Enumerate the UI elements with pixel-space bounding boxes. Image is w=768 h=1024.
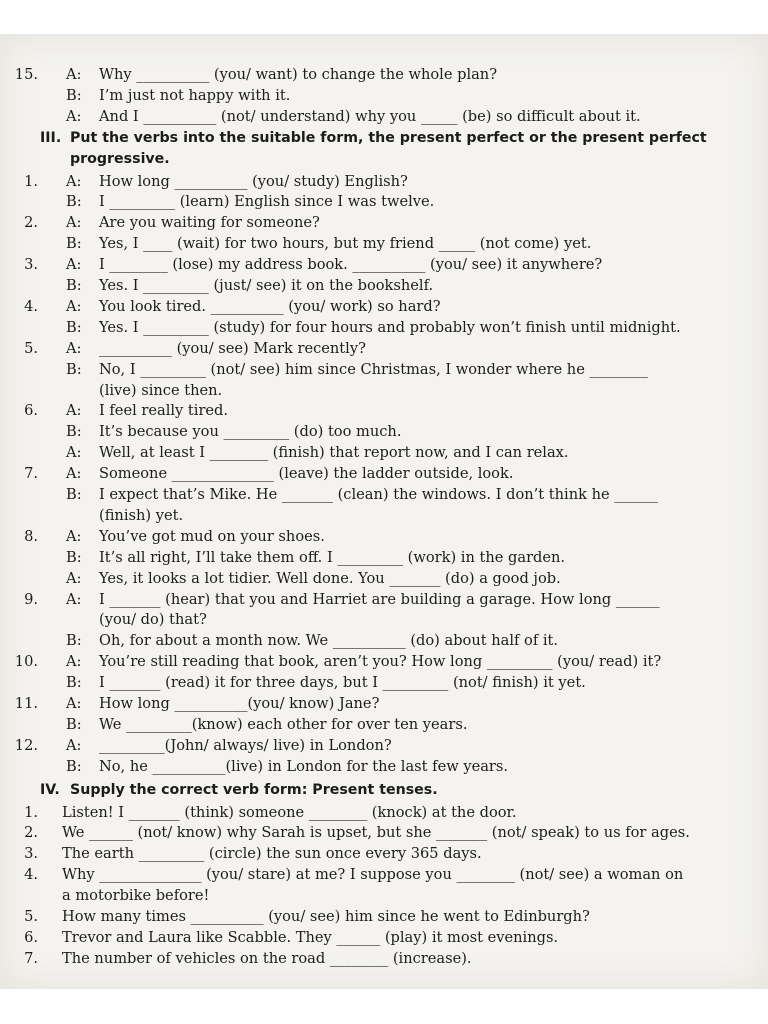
sentence-text: Listen! I _______ (think) someone ________ (knock) at the door. bbox=[62, 803, 517, 821]
item-number: 15. bbox=[14, 66, 38, 83]
sentence-text: I _________ (learn) English since I was twelve. bbox=[99, 193, 435, 211]
speaker-label: A: bbox=[66, 653, 82, 671]
exercise-line bbox=[0, 651, 768, 672]
exercise-line bbox=[0, 400, 768, 421]
sentence-text: _________(John/ always/ live) in London? bbox=[99, 736, 392, 754]
sentence-text: Trevor and Laura like Scabble. They ______ (play) it most evenings. bbox=[62, 928, 559, 946]
speaker-label: B: bbox=[66, 193, 82, 211]
speaker-label: B: bbox=[66, 360, 82, 378]
exercise-line bbox=[0, 171, 768, 192]
sentence-text: I expect that’s Mike. He _______ (clean) the windows. I don’t think he ______ bbox=[99, 486, 659, 503]
speaker-label: A: bbox=[66, 214, 82, 232]
exercise-line bbox=[0, 589, 768, 610]
exercise-line bbox=[0, 212, 768, 233]
exercise-line bbox=[0, 864, 768, 885]
item-number: 1. bbox=[24, 172, 38, 190]
speaker-label: B: bbox=[66, 674, 82, 692]
item-number: 6. bbox=[24, 402, 38, 420]
speaker-label: A: bbox=[66, 465, 82, 483]
item-number: 4. bbox=[24, 866, 38, 884]
item-number: 7. bbox=[24, 465, 38, 483]
exercise-line bbox=[0, 906, 768, 927]
sentence-text: How many times __________ (you/ see) him since he went to Edinburgh? bbox=[62, 908, 590, 925]
exercise-line bbox=[0, 630, 768, 651]
exercise-line bbox=[0, 735, 768, 756]
sentence-text: Yes, I ____ (wait) for two hours, but my friend _____ (not come) yet. bbox=[99, 235, 592, 253]
item-number: 5. bbox=[24, 339, 38, 357]
sentence-text: You look tired. __________ (you/ work) so hard? bbox=[99, 297, 441, 315]
sentence-text: I’m just not happy with it. bbox=[99, 86, 291, 104]
item-number: 2. bbox=[24, 214, 38, 232]
speaker-label: A: bbox=[66, 66, 82, 83]
sentence-text: Yes. I _________ (just/ see) it on the bookshelf. bbox=[99, 277, 434, 294]
exercise-line bbox=[0, 714, 768, 735]
sentence-text: We _________(know) each other for over ten years. bbox=[99, 715, 468, 733]
sentence-text: Yes. I _________ (study) for four hours and probably won’t finish until midnight. bbox=[99, 318, 681, 336]
exercise-line bbox=[0, 547, 768, 568]
sentence-text: Yes, it looks a lot tidier. Well done. You _______ (do) a good job. bbox=[99, 569, 561, 587]
exercise-line bbox=[0, 233, 768, 254]
speaker-label: A: bbox=[66, 444, 82, 462]
exercise-line bbox=[0, 843, 768, 864]
sentence-text: Why ______________ (you/ stare) at me? I suppose you ________ (not/ see) a woman on bbox=[62, 866, 684, 884]
exercise-line bbox=[0, 505, 768, 526]
sentence-text: Oh, for about a month now. We __________ (do) about half of it. bbox=[99, 632, 559, 650]
speaker-label: A: bbox=[66, 339, 82, 357]
exercise-line bbox=[0, 822, 768, 843]
exercise-line bbox=[0, 380, 768, 401]
exercise-line bbox=[0, 756, 768, 777]
section-instruction: Put the verbs into the suitable form, the present perfect or the present perfect bbox=[70, 129, 707, 146]
sentence-text: (finish) yet. bbox=[99, 506, 184, 524]
speaker-label: B: bbox=[66, 757, 82, 775]
exercise-line bbox=[0, 442, 768, 463]
sentence-text: (you/ do) that? bbox=[99, 611, 207, 629]
sentence-text: I _______ (read) it for three days, but I _________ (not/ finish) it yet. bbox=[99, 674, 586, 692]
exercise-line bbox=[0, 463, 768, 484]
section-instruction: Supply the correct verb form: Present tenses. bbox=[70, 781, 438, 798]
section-instruction: progressive. bbox=[70, 150, 170, 167]
exercise-line bbox=[0, 317, 768, 338]
item-number: 10. bbox=[14, 653, 38, 671]
item-number: 1. bbox=[24, 803, 38, 821]
exercise-line bbox=[0, 609, 768, 630]
item-number: 9. bbox=[24, 590, 38, 608]
exercise-line bbox=[0, 191, 768, 212]
speaker-label: B: bbox=[66, 632, 82, 650]
exercise-line bbox=[0, 568, 768, 589]
speaker-label: A: bbox=[66, 107, 82, 125]
sentence-text: I ________ (lose) my address book. __________ (you/ see) it anywhere? bbox=[99, 256, 603, 274]
speaker-label: B: bbox=[66, 548, 82, 566]
exercise-line bbox=[0, 672, 768, 693]
item-number: 6. bbox=[24, 928, 38, 946]
item-number: 7. bbox=[24, 949, 38, 967]
exercise-line bbox=[0, 484, 768, 505]
sentence-text: a motorbike before! bbox=[62, 887, 210, 905]
item-number: 5. bbox=[24, 908, 38, 925]
speaker-label: A: bbox=[66, 736, 82, 754]
sentence-text: No, he __________(live) in London for the last few years. bbox=[99, 757, 509, 775]
sentence-text: It’s all right, I’ll take them off. I _________ (work) in the garden. bbox=[99, 548, 566, 566]
sentence-text: How long __________ (you/ study) English? bbox=[99, 172, 408, 190]
sentence-text: The earth _________ (circle) the sun once every 365 days. bbox=[62, 845, 482, 863]
worksheet-page bbox=[0, 34, 768, 989]
sentence-text: I feel really tired. bbox=[99, 402, 229, 420]
exercise-line bbox=[0, 526, 768, 547]
speaker-label: A: bbox=[66, 527, 82, 545]
item-number: 8. bbox=[24, 527, 38, 545]
sentence-text: It’s because you _________ (do) too much. bbox=[99, 423, 402, 441]
speaker-label: A: bbox=[66, 256, 82, 274]
item-number: 11. bbox=[14, 695, 38, 712]
speaker-label: A: bbox=[66, 297, 82, 315]
item-number: 4. bbox=[24, 297, 38, 315]
speaker-label: B: bbox=[66, 277, 82, 294]
exercise-line bbox=[0, 421, 768, 442]
exercise-line bbox=[0, 275, 768, 296]
sentence-text: Why __________ (you/ want) to change the whole plan? bbox=[99, 66, 498, 83]
speaker-label: A: bbox=[66, 590, 82, 608]
sentence-text: Are you waiting for someone? bbox=[99, 214, 320, 232]
sentence-text: __________ (you/ see) Mark recently? bbox=[99, 339, 366, 357]
speaker-label: B: bbox=[66, 486, 82, 503]
sentence-text: You’ve got mud on your shoes. bbox=[99, 527, 325, 545]
exercise-line bbox=[0, 106, 768, 127]
speaker-label: B: bbox=[66, 235, 82, 253]
section-number: III. bbox=[40, 129, 62, 146]
item-number: 2. bbox=[24, 824, 38, 842]
section-number: IV. bbox=[40, 781, 60, 798]
item-number: 12. bbox=[14, 736, 38, 754]
speaker-label: B: bbox=[66, 318, 82, 336]
sentence-text: No, I _________ (not/ see) him since Christmas, I wonder where he ________ bbox=[99, 360, 648, 378]
exercise-line bbox=[0, 338, 768, 359]
sentence-text: I _______ (hear) that you and Harriet are building a garage. How long ______ bbox=[99, 590, 660, 608]
exercise-line bbox=[0, 802, 768, 823]
exercise-line bbox=[0, 64, 768, 85]
speaker-label: A: bbox=[66, 695, 82, 712]
sentence-text: Well, at least I ________ (finish) that report now, and I can relax. bbox=[99, 444, 569, 462]
exercise-line bbox=[0, 885, 768, 906]
sentence-text: You’re still reading that book, aren’t you? How long _________ (you/ read) it? bbox=[99, 653, 662, 671]
exercise-line bbox=[0, 693, 768, 714]
exercise-line bbox=[0, 948, 768, 969]
speaker-label: A: bbox=[66, 172, 82, 190]
page-bottom-margin bbox=[0, 989, 768, 1024]
exercise-line bbox=[0, 296, 768, 317]
exercise-line bbox=[0, 359, 768, 380]
exercise-line bbox=[0, 927, 768, 948]
sentence-text: And I __________ (not/ understand) why you _____ (be) so difficult about it. bbox=[99, 107, 641, 125]
sentence-text: (live) since then. bbox=[99, 381, 223, 399]
speaker-label: B: bbox=[66, 423, 82, 441]
item-number: 3. bbox=[24, 845, 38, 863]
sentence-text: How long __________(you/ know) Jane? bbox=[99, 695, 380, 712]
sentence-text: We ______ (not/ know) why Sarah is upset, but she _______ (not/ speak) to us for ages. bbox=[62, 824, 690, 842]
item-number: 3. bbox=[24, 256, 38, 274]
exercise-line bbox=[0, 85, 768, 106]
speaker-label: A: bbox=[66, 402, 82, 420]
speaker-label: B: bbox=[66, 715, 82, 733]
exercise-line bbox=[0, 254, 768, 275]
sentence-text: Someone ______________ (leave) the ladder outside, look. bbox=[99, 465, 514, 483]
sentence-text: The number of vehicles on the road ________ (increase). bbox=[62, 949, 472, 967]
speaker-label: B: bbox=[66, 86, 82, 104]
speaker-label: A: bbox=[66, 569, 82, 587]
